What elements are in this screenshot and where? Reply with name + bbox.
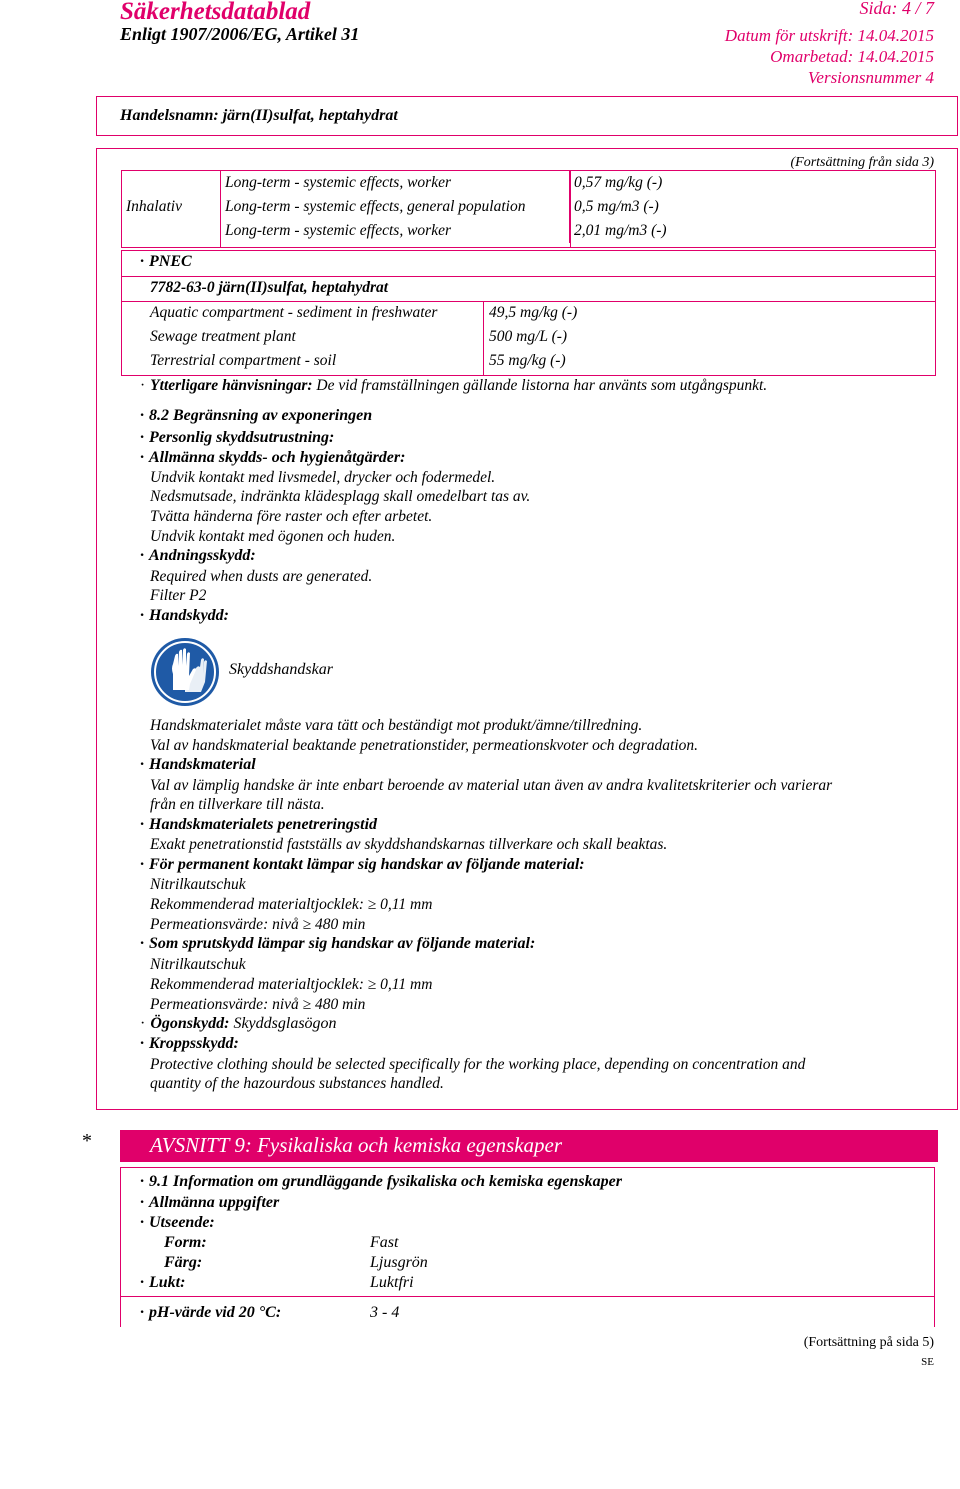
- route-divider: [220, 170, 221, 248]
- pnec-substance: 7782-63-0 järn(II)sulfat, heptahydrat: [150, 279, 389, 296]
- pnec-value: 500 mg/L (-): [489, 328, 568, 345]
- further-references-text: De vid framställningen gällande listorna har använts som utgångspunkt.: [316, 377, 768, 394]
- glove-material-line: från en tillverkare till nästa.: [150, 796, 325, 813]
- value-cell: 2,01 mg/m3 (-): [574, 222, 667, 239]
- gloves-icon: [151, 638, 219, 706]
- version-number: Versionsnummer 4: [807, 68, 934, 87]
- section-9-title: AVSNITT 9: Fysikaliska och kemiska egenskaper: [150, 1133, 563, 1157]
- respiratory-line: Filter P2: [150, 587, 207, 604]
- regulation: Enligt 1907/2006/EG, Artikel 31: [120, 24, 360, 44]
- body-line: Protective clothing should be selected specifically for the working place, depending on concentration and: [150, 1056, 806, 1073]
- value-cell: 0,57 mg/kg (-): [574, 174, 663, 191]
- continuation-to: (Fortsättning på sida 5): [803, 1335, 934, 1350]
- form-label: Form:: [164, 1234, 207, 1251]
- penetration-heading: · Handskmaterialets penetreringstid: [140, 816, 377, 834]
- effect-cell: Long-term - systemic effects, worker: [221, 171, 570, 195]
- pnec-value: 49,5 mg/kg (-): [489, 304, 578, 321]
- eye-protection: [140, 1015, 337, 1033]
- splash-heading: · Som sprutskydd lämpar sig handskar av följande material:: [140, 935, 535, 953]
- form-value: Fast: [370, 1234, 399, 1251]
- odor-label: · Lukt:: [140, 1274, 185, 1292]
- body-line: quantity of the hazourdous substances handled.: [150, 1075, 444, 1092]
- effect-cell: Long-term - systemic effects, worker: [221, 219, 570, 243]
- color-value: Ljusgrön: [370, 1254, 428, 1271]
- glove-line: Val av handskmaterial beaktande penetrationstider, permeationskvoter och degradation.: [150, 737, 699, 754]
- pnec-compartment: Sewage treatment plant: [150, 328, 296, 345]
- pnec-compartment: Aquatic compartment - sediment in freshwater: [150, 304, 438, 321]
- pnec-value: 55 mg/kg (-): [489, 352, 566, 369]
- permanent-line: Permeationsvärde: nivå ≥ 480 min: [150, 916, 366, 933]
- value-cell: 0,5 mg/m3 (-): [574, 198, 659, 215]
- hygiene-line: Undvik kontakt med livsmedel, drycker och fodermedel.: [150, 469, 496, 486]
- revised-date: Omarbetad: 14.04.2015: [770, 47, 934, 66]
- splash-line: Nitrilkautschuk: [150, 956, 246, 973]
- trade-name: Handelsnamn: järn(II)sulfat, heptahydrat: [120, 107, 398, 124]
- odor-value: Luktfri: [370, 1274, 414, 1291]
- glove-material-heading: · Handskmaterial: [140, 756, 256, 774]
- language-code: SE: [921, 1356, 934, 1368]
- glove-line: Handskmaterialet måste vara tätt och beständigt mot produkt/ämne/tillredning.: [150, 717, 643, 734]
- permanent-line: Rekommenderad materialtjocklek: ≥ 0,11 mm: [150, 896, 433, 913]
- pnec-compartment: Terrestrial compartment - soil: [150, 352, 337, 369]
- section-9-banner: [120, 1130, 938, 1162]
- print-date: Datum för utskrift: 14.04.2015: [724, 26, 934, 45]
- hygiene-line: Tvätta händerna före raster och efter arbetet.: [150, 508, 433, 525]
- appearance-heading: · Utseende:: [140, 1214, 215, 1232]
- further-references: [140, 377, 767, 395]
- pnec-heading: · PNEC: [140, 253, 192, 271]
- table-row: [122, 171, 671, 195]
- route-cell: Inhalativ: [122, 171, 221, 243]
- change-marker: *: [82, 1130, 92, 1152]
- glove-caption: Skyddshandskar: [229, 661, 333, 678]
- general-info: · Allmänna uppgifter: [140, 1194, 279, 1212]
- section-9-1-heading: · 9.1 Information om grundläggande fysikaliska och kemiska egenskaper: [140, 1173, 622, 1191]
- further-references-label: Ytterligare hänvisningar:: [150, 377, 313, 394]
- pnec-divider: [483, 301, 484, 376]
- page-number: Sida: 4 / 7: [859, 0, 934, 18]
- section-8-2-heading: · 8.2 Begränsning av exponeringen: [140, 407, 372, 425]
- splash-line: Rekommenderad materialtjocklek: ≥ 0,11 mm: [150, 976, 433, 993]
- hand-protection-heading: · Handskydd:: [140, 607, 229, 625]
- color-label: Färg:: [164, 1254, 203, 1271]
- splash-line: Permeationsvärde: nivå ≥ 480 min: [150, 996, 366, 1013]
- effect-cell: Long-term - systemic effects, general population: [221, 195, 570, 219]
- ph-label: · pH-värde vid 20 °C:: [140, 1304, 281, 1322]
- value-divider: [570, 170, 571, 248]
- respiratory-heading: · Andningsskydd:: [140, 547, 256, 565]
- hygiene-line: Nedsmutsade, indränkta klädesplagg skall omedelbart tas av.: [150, 488, 531, 505]
- ph-value: 3 - 4: [370, 1304, 400, 1321]
- permanent-contact-heading: · För permanent kontakt lämpar sig handskar av följande material:: [140, 856, 585, 874]
- hygiene-heading: · Allmänna skydds- och hygienåtgärder:: [140, 449, 405, 467]
- eye-protection-label: Ögonskydd:: [150, 1015, 230, 1032]
- respiratory-line: Required when dusts are generated.: [150, 568, 373, 585]
- personal-protection: · Personlig skyddsutrustning:: [140, 429, 334, 447]
- pnec-heading-box: [121, 250, 936, 277]
- penetration-text: Exakt penetrationstid fastställs av skyddshandskarnas tillverkare och skall beaktas.: [150, 836, 668, 853]
- dnel-table: [122, 171, 671, 243]
- document-title: Säkerhetsdatablad: [120, 0, 311, 25]
- continuation-from: (Fortsättning från sida 3): [790, 155, 934, 170]
- body-protection-heading: · Kroppsskydd:: [140, 1035, 239, 1053]
- hygiene-line: Undvik kontakt med ögonen och huden.: [150, 528, 396, 545]
- glove-material-line: Val av lämplig handske är inte enbart beroende av material utan även av andra kvalitetskriterier och varierar: [150, 777, 833, 794]
- permanent-line: Nitrilkautschuk: [150, 876, 246, 893]
- eye-protection-value: Skyddsglasögon: [233, 1015, 337, 1032]
